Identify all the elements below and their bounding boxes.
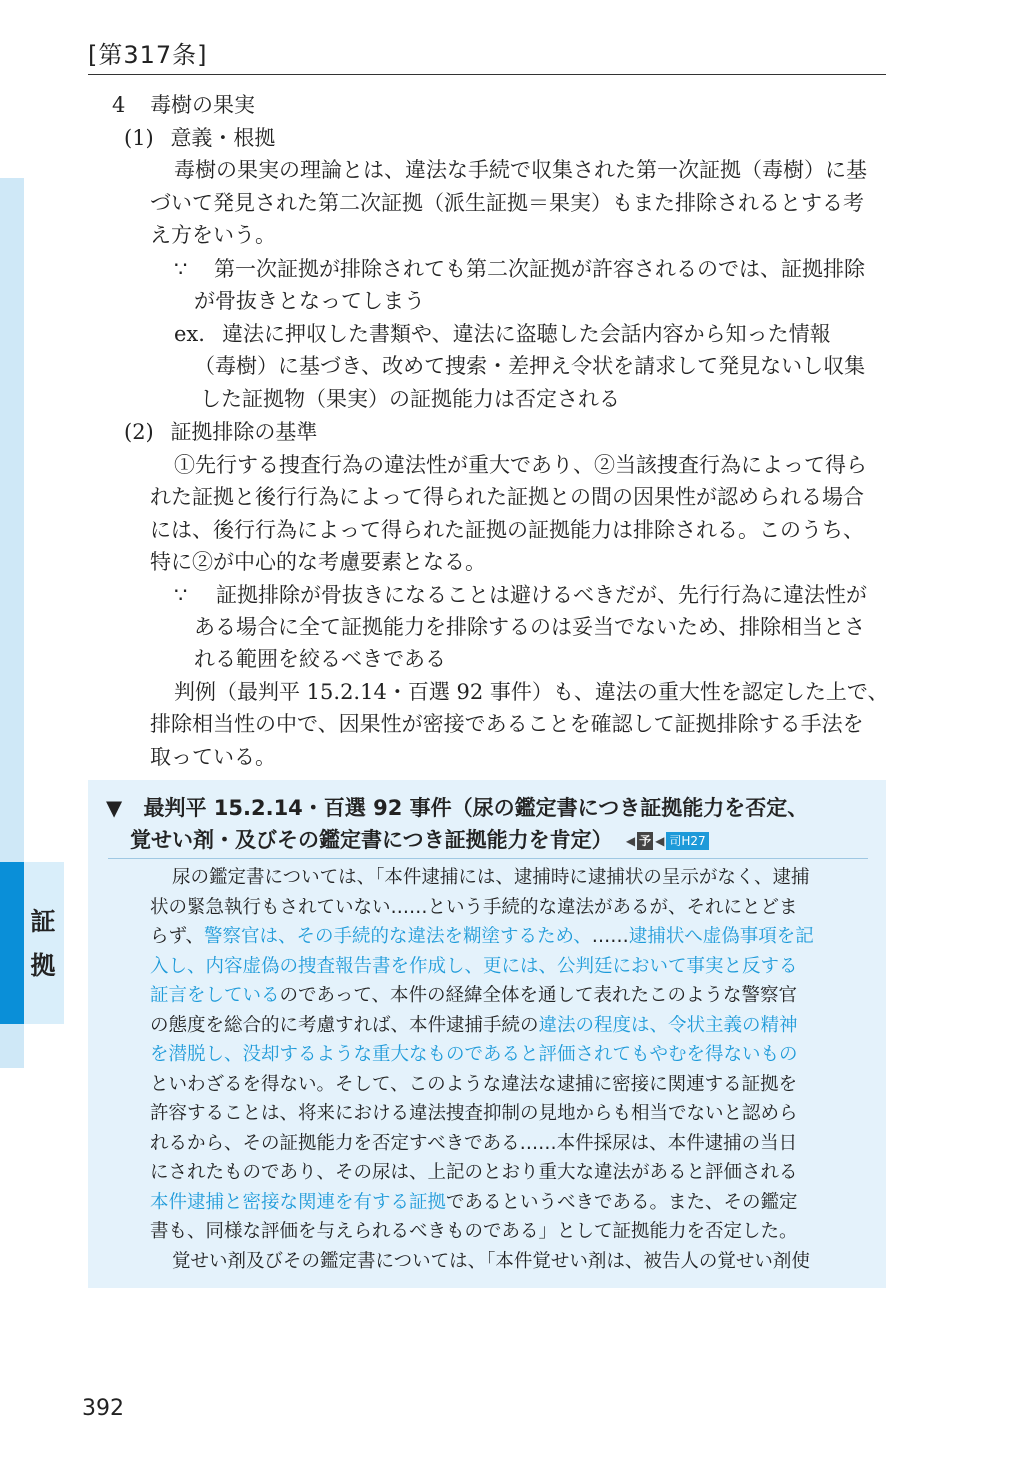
case-text: のであって、本件の経緯全体を通して表れたこのような警察官 [279, 985, 797, 1006]
highlighted-text: 証言をしている [150, 985, 280, 1006]
highlighted-text: 逮捕状へ虚偽事項を記 [628, 926, 814, 947]
case-text: の態度を総合的に考慮すれば、本件逮捕手続の [150, 1014, 539, 1036]
case-text-line [150, 1220, 798, 1244]
subsection-title: 証拠排除の基準 [170, 420, 318, 444]
chapter-tab-char: 拠 [30, 951, 56, 980]
bar-exam-badge: 司H27 [666, 832, 708, 850]
example-line: 違法に押収した書類や、違法に盗聴した会話内容から知った情報 [222, 322, 831, 346]
subsection-number: (1) [124, 126, 154, 150]
paragraph-line: 取っている。 [150, 745, 276, 769]
reason-line: 証拠排除が骨抜きになることは避けるべきだが、先行行為に違法性が [216, 583, 867, 607]
chapter-tab-accent [0, 862, 24, 1024]
case-title-text: 覚せい剤・及びその鑑定書につき証拠能力を肯定） [130, 828, 613, 852]
paragraph-line: 排除相当性の中で、因果性が密接であることを確認して証拠排除する手法を [150, 712, 864, 736]
case-text-line [150, 955, 798, 979]
section-heading [112, 92, 255, 118]
exam-badges [626, 827, 709, 855]
reason-line: 第一次証拠が排除されても第二次証拠が許容されるのでは、証拠排除 [214, 257, 865, 281]
paragraph-line: には、後行行為によって得られた証拠の証拠能力は排除される。このうち、 [150, 518, 864, 542]
case-text-line [172, 1250, 810, 1274]
reason-line: ある場合に全て証拠能力を排除するのは妥当でないため、排除相当とさ [194, 615, 866, 639]
case-text: れるから、その証拠能力を否定すべきである……本件採尿は、本件逮捕の当日 [150, 1132, 798, 1154]
prelim-exam-badge: 予 [639, 834, 652, 848]
case-text-line [150, 1102, 798, 1126]
paragraph-line: 特に②が中心的な考慮要素となる。 [150, 550, 486, 574]
badge-arrow-icon: ◀ [625, 834, 636, 848]
case-text-line [150, 1043, 798, 1067]
example-mark: ex. [174, 322, 205, 346]
reason-line: れる範囲を絞るべきである [194, 647, 446, 671]
paragraph-line: づいて発見された第二次証拠（派生証拠＝果実）もまた排除されるとする考 [150, 191, 864, 215]
section-title: 毒樹の果実 [150, 93, 256, 117]
case-text: であるというべきである。また、その鑑定 [446, 1191, 798, 1213]
case-text: 尿の鑑定書については、「本件逮捕には、逮捕時に逮捕状の呈示がなく、逮捕 [172, 867, 810, 888]
article-header: [第317条] [88, 40, 886, 75]
case-text: 書も、同様な評価を与えられるべきものである」として証拠能力を否定した。 [150, 1221, 798, 1242]
case-text-line [150, 1132, 797, 1156]
case-text-line [150, 1161, 798, 1185]
case-text: にされたものであり、その尿は、上記のとおり重大な違法があると評価される [150, 1162, 798, 1183]
example-line: （毒樹）に基づき、改めて捜索・差押え令状を請求して発見ないし収集 [194, 354, 866, 378]
example-line: した証拠物（果実）の証拠能力は否定される [200, 387, 620, 411]
reason-line: が骨抜きとなってしまう [194, 289, 425, 313]
highlighted-text: 本件逮捕と密接な関連を有する証拠 [150, 1191, 447, 1213]
badge-arrow-icon: ◀ [655, 834, 665, 848]
case-text-line [150, 1073, 797, 1097]
case-text-line [150, 1191, 798, 1215]
case-text-line [150, 925, 814, 949]
case-title-line [106, 794, 808, 822]
page-number: 392 [82, 1396, 124, 1421]
case-title-divider [108, 858, 868, 859]
paragraph-line: え方をいう。 [150, 223, 276, 247]
subsection-heading [124, 419, 317, 445]
because-mark: ∵ [174, 583, 188, 607]
case-text-line [172, 866, 810, 890]
case-title-line [130, 826, 709, 855]
case-text: 覚せい剤及びその鑑定書については、「本件覚せい剤は、被告人の覚せい剤使 [172, 1250, 810, 1272]
paragraph-line: 毒樹の果実の理論とは、違法な手続で収集された第一次証拠（毒樹）に基 [174, 158, 867, 182]
case-text: …… [591, 926, 629, 947]
highlighted-text: を潜脱し、没却するような重大なものであると評価されてもやむを得ないもの [150, 1044, 798, 1065]
case-text-line [150, 984, 797, 1008]
case-text-line [150, 1014, 798, 1038]
paragraph-line: 判例（最判平 15.2.14・百選 92 事件）も、違法の重大性を認定した上で、 [174, 680, 889, 704]
highlighted-text: 違法の程度は、令状主義の精神 [538, 1014, 798, 1036]
section-number: 4 [112, 93, 126, 117]
because-mark: ∵ [174, 257, 188, 281]
case-title-text: 最判平 15.2.14・百選 92 事件（尿の鑑定書につき証拠能力を否定、 [143, 796, 809, 820]
case-text: 許容することは、将来における違法捜査抑制の見地からも相当でないと認めら [150, 1103, 798, 1124]
subsection-number: (2) [124, 420, 154, 444]
case-text-line [150, 896, 798, 920]
subsection-heading [124, 125, 275, 151]
case-text: といわざるを得ない。そして、このような違法な逮捕に密接に関連する証拠を [150, 1073, 798, 1095]
subsection-title: 意義・根拠 [170, 126, 276, 150]
chapter-tab-char: 証 [30, 907, 56, 936]
case-text: 状の緊急執行もされていない……という手続的な違法があるが、それにとどま [150, 896, 798, 918]
highlighted-text: 警察官は、その手続的な違法を糊塗するため、 [204, 926, 592, 947]
paragraph-line: れた証拠と後行行為によって得られた証拠との間の因果性が認められる場合 [150, 485, 864, 509]
case-text: らず、 [150, 926, 205, 947]
chapter-tab-label [26, 900, 60, 988]
triangle-down-icon: ▼ [106, 796, 123, 820]
highlighted-text: 入し、内容虚偽の捜査報告書を作成し、更には、公判廷において事実と反する [150, 955, 798, 977]
paragraph-line: ①先行する捜査行為の違法性が重大であり、②当該捜査行為によって得ら [174, 453, 867, 477]
